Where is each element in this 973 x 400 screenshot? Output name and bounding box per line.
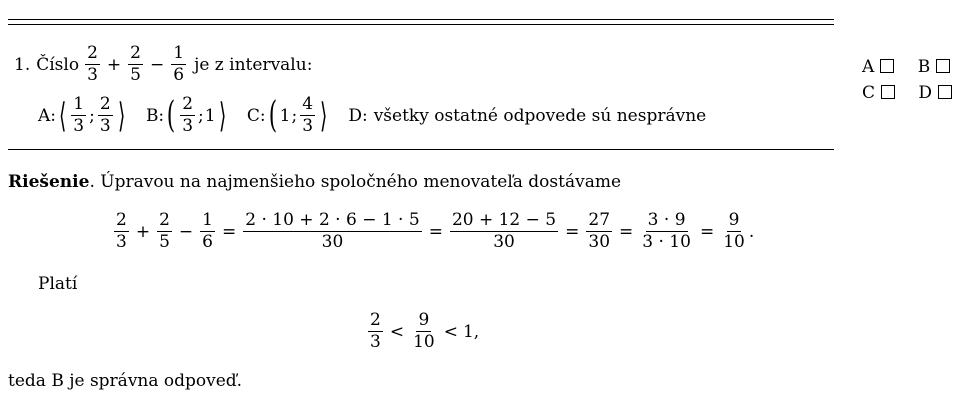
fraction: $\frac{2}{3}$: [87, 43, 98, 85]
problem-number: 1.: [14, 54, 31, 75]
solution-intro: [8, 172, 621, 192]
solution-intro-text: . Úpravou na najmenšieho spoločného menovateľa dostávame: [89, 172, 622, 192]
top-rule-1: [8, 19, 834, 20]
answer-b-label: B: [917, 57, 931, 77]
answer-a-label: A: [862, 57, 875, 77]
answer-grid: [862, 54, 952, 106]
solution-heading: Riešenie: [8, 172, 90, 192]
fraction: $\frac{1}{6}$: [173, 43, 185, 85]
answer-b-checkbox[interactable]: [936, 59, 950, 73]
top-rule-2: [8, 24, 834, 25]
solution-equation: $\frac{2}{3}$ + $\frac{2}{5}$ − $\frac{1}{6}$ = $\frac{2 \cdot 10 + 2 \cdot 6 - 1 \cdot 5}{30}$ = $\frac{20 + 12 - 5}{30}$ = $\frac{27}{30}$ = $\frac{3 \cdot 9}{3 \cdot 10}$ = $\frac{9}{10}$ .: [116, 210, 755, 252]
option-b: B: ( $\frac{2}{3}$ ; 1 ⟩: [145, 94, 226, 136]
option-a: A: ⟨ $\frac{1}{3}$ ; $\frac{2}{3}$ ⟩: [38, 94, 125, 136]
problem-statement: [14, 45, 312, 84]
operator: −: [149, 54, 165, 75]
answer-c-label: C: [862, 83, 876, 103]
fraction: $\frac{2}{5}$: [130, 43, 141, 85]
option-c: C: ( 1 ; $\frac{4}{3}$ ⟩: [246, 94, 328, 136]
options-row: [38, 96, 724, 135]
answer-c-checkbox[interactable]: [881, 85, 895, 99]
answer-a-checkbox[interactable]: [880, 59, 894, 73]
option-d: D: všetky ostatné odpovede sú nesprávne: [348, 105, 707, 126]
operator: +: [106, 54, 122, 75]
problem-intro: Číslo: [36, 54, 80, 75]
solution-inequality: $\frac{2}{3}$ < $\frac{9}{10}$ < 1 ,: [370, 310, 480, 352]
section-rule: [8, 149, 834, 150]
conclusion-text: teda B je správna odpoveď.: [8, 371, 243, 391]
plati-text: Platí: [38, 274, 78, 294]
answer-d-label: D: [918, 83, 933, 103]
problem-tail: je z intervalu:: [194, 54, 313, 75]
answer-d-checkbox[interactable]: [938, 85, 952, 99]
